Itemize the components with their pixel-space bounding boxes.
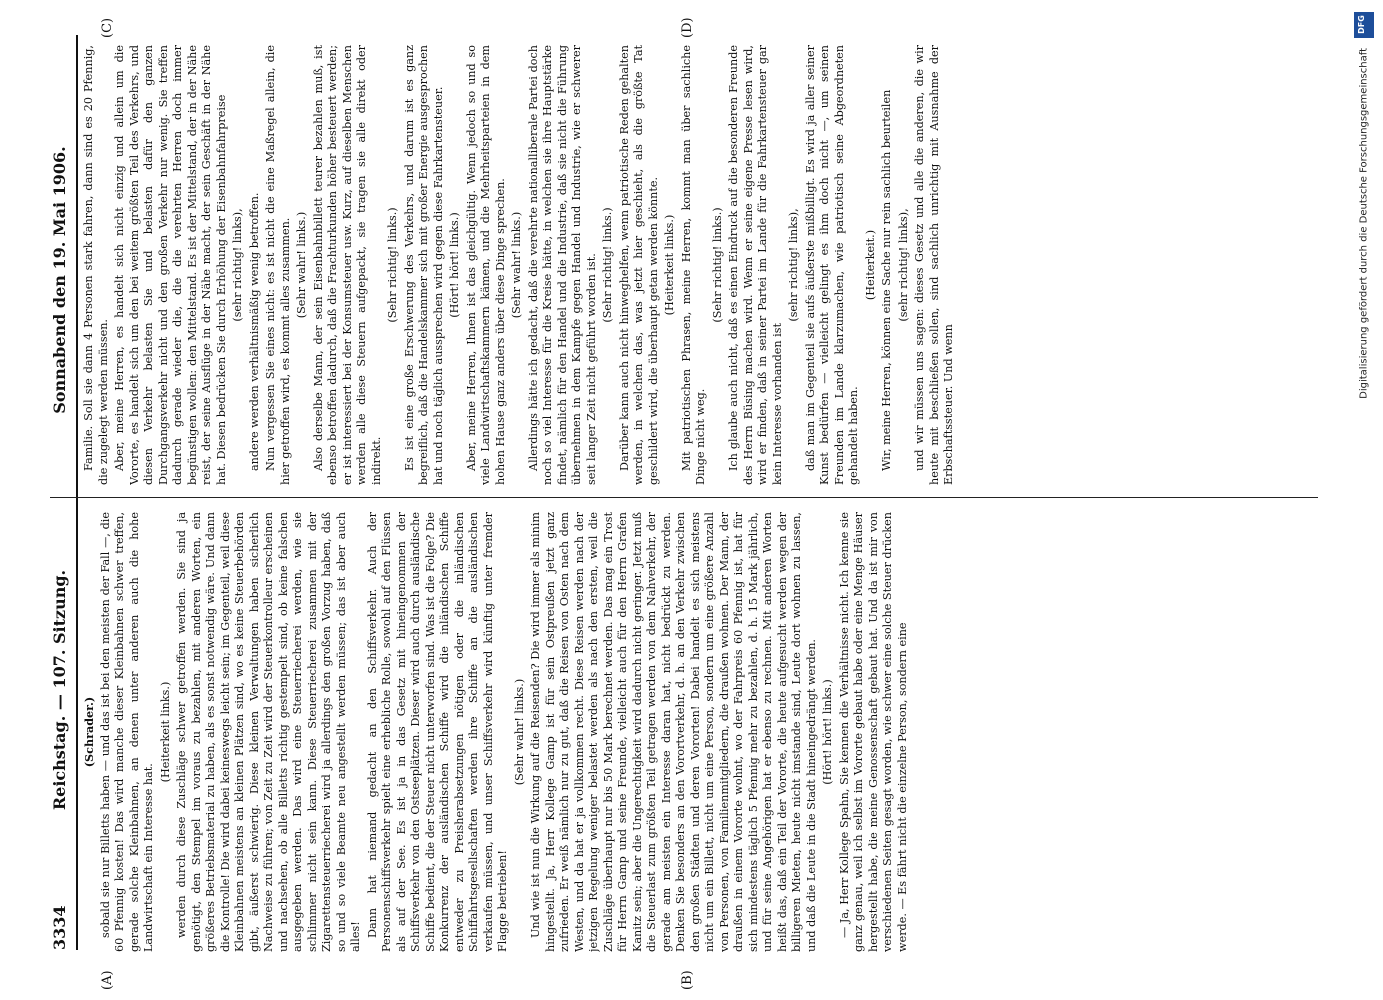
interjection: (Sehr richtig! links.) bbox=[710, 207, 724, 323]
margin-marker-d: (D) bbox=[680, 17, 695, 38]
speaker-name: (Schrader.) bbox=[82, 696, 96, 768]
page-number: 3334 bbox=[50, 905, 69, 950]
speech-paragraph: Nun vergessen Sie eines nicht: es ist nicht die eine Maßregel allein, die hier getroffen wird, es kommt alles zusammen. bbox=[264, 45, 292, 485]
speech-paragraph: Es ist eine große Erschwerung des Verkehrs, und darum ist es ganz begreiflich, daß die Handelskammer sich mit großer Energie ausgesprochen hat und noch täglich aussprechen wird gegen diese Fahrkartensteuer. bbox=[402, 45, 445, 485]
speech-paragraph: Und wie ist nun die Wirkung auf die Reisenden? Die wird immer als minim hingestellt. Ja, Herr Kollege Gamp ist für sein Ostpreußen jetzt ganz zufrieden. Er weiß nämlich nur zu gut, daß die Reisen von Osten nach dem Westen, und da hat er ja vollkommen recht. Diese Reisen werden nach der jetzigen Regelung weniger belastet werden als nach den ersten, weil die Zuschläge überhaupt nur bis 50 Mark berechnet werden. Das mag ein Trost für Herrn Gamp und seine Freunde, vielleicht auch für den Herrn Grafen Kanitz sein; aber die Ungerechtigkeit wird dadurch nicht geringer. Jetzt muß die Steuerlast zum größten Teil getragen werden von dem Nahverkehr, der gerade am meisten ein Interesse daran hat, nicht bedrückt zu werden. Denken Sie besonders an den Vorortverkehr, d. h. an den Verkehr zwischen den großen Städten und deren Vororten! Dabei handelt es sich meistens nicht um ein Billett, nicht um eine Person, sondern um eine größere Anzahl von Personen, von Familienmitgliedern, die draußen wohnen. Der Mann, der draußen in einem Vororte wohnt, wo der Fahrpreis 60 Pfennig ist, hat für sich mindestens täglich 5 Pfennig mehr zu bezahlen, d. h. 15 Mark jährlich, und für seine Angehörigen hat er ebenso zu rechnen. Mit anderen Worten heißt das, daß ein Teil der Vororte, die heute aufgesucht werden wegen der billigeren Mieten, heute nicht imstande sind, Leute dort wohnen zu lassen, und daß die Leute in die Stadt hineingedrängt werden. bbox=[529, 512, 818, 952]
speech-paragraph: sobald sie nur Billetts haben — und das ist bei den meisten der Fall —, die 60 Pfennig kosten! Das wird manche dieser Kleinbahnen schwer treffen, gerade solche Kleinbahnen, an denen unter anderen auch die hohe Landwirtschaft ein Interesse hat. bbox=[98, 512, 155, 952]
left-column bbox=[82, 512, 1322, 952]
margin-marker-c: (C) bbox=[100, 17, 115, 38]
interjection: (Sehr wahr! links.) bbox=[512, 678, 526, 786]
speech-paragraph: Also derselbe Mann, der sein Eisenbahnbillett teurer bezahlen muß, ist ebenso betroffen dadurch, daß die Frachturkunden höher besteuert werden; er ist interessiert bei der Konsumsteuer usw. Kurz, auf dieselben Menschen werden alle diese Steuern aufgepackt, sie tragen sie alle direkt oder indirekt. bbox=[311, 45, 383, 485]
credit-line: Digitalisierung gefördert durch die Deutsche Forschungsgemeinschaft bbox=[1358, 48, 1370, 399]
interjection: (Sehr richtig! links.) bbox=[386, 207, 399, 323]
speech-paragraph: Allerdings hätte ich gedacht, daß die verehrte nationalliberale Partei doch noch so viel Interesse für die Kreise hätte, in welchen sie ihre Hauptstärke findet, nämlich für den Handel und die Industrie, daß sie nicht die Führung übernehmen in dem Kampfe gegen Handel und Industrie, wie er schwerer seit langer Zeit nicht geführt worden ist. bbox=[526, 45, 598, 485]
speech-paragraph: — Ja, Herr Kollege Spahn, Sie kennen die Verhältnisse nicht. Ich kenne sie ganz genau, weil ich selbst im Vororte gebaut habe oder eine Menge Häuser hergestellt habe, die meine Genossenschaft gebaut hat. Und da ist mir von verschiedenen Seiten gesagt worden, wie schwer eine solche Steuer drücken werde. — Es fährt nicht die einzelne Person, sondern eine bbox=[837, 512, 909, 952]
interjection: (Heiterkeit.) bbox=[863, 229, 877, 301]
interjection: (Hört! hört! links.) bbox=[821, 679, 834, 785]
margin-marker-b: (B) bbox=[680, 970, 695, 990]
interjection: (Sehr wahr! links.) bbox=[295, 211, 308, 319]
speech-paragraph: daß man im Gegenteil sie aufs äußerste mißbilligt. Es wird ja aller seiner Kunst bedürfen — vielleicht gelingt es ihm doch nicht —, um seinen Freunden im Lande klarzumachen, wie patriotisch seine Abgeordneten gehandelt haben. bbox=[803, 45, 860, 485]
interjection: (Sehr richtig! links.) bbox=[601, 207, 614, 323]
speech-paragraph: Mit patriotischen Phrasen, meine Herren, kommt man über sachliche Dinge nicht weg. bbox=[679, 45, 707, 485]
interjection: (Heiterkeit links.) bbox=[663, 214, 676, 316]
margin-marker-a: (A) bbox=[100, 970, 115, 990]
speech-paragraph: Aber, meine Herren, es handelt sich nicht einzig und allein um die Vororte, es handelt sich um den bei weitem größten Teil des Verkehrs, und diesen Verkehr belasten Sie und belasten dafür den ganzen Durchgangsverkehr nicht und den großen Verkehr nur wenig. Sie treffen dadurch gerade wieder die, die die verehrten Herren doch immer begünstigen wollen: den Mittelstand. Es ist der Mittelstand, der in der Nähe reist, der seine Ausflüge in der Nähe macht, der sein Geschäft in der Nähe hat. Diesen bedrücken Sie durch Erhöhung der Eisenbahnfahrpreise bbox=[113, 45, 228, 485]
speech-paragraph: Wir, meine Herren, können eine Sache nur rein sachlich beurteilen bbox=[880, 89, 893, 471]
speech-paragraph: Familie. Soll sie dann 4 Personen stark fahren, dann sind es 20 Pfennig, die zugelegt werden müssen. bbox=[82, 45, 110, 485]
session-date: Sonnabend den 19. Mai 1906. bbox=[50, 146, 69, 414]
right-column bbox=[82, 45, 1322, 485]
page-header bbox=[46, 0, 74, 1000]
speech-paragraph: Darüber kann auch nicht hinweghelfen, wenn patriotische Reden gehalten werden, in welchen das, was jetzt hier geschieht, als die größte Tat geschildert wird, die überhaupt getan werden könnte. bbox=[617, 45, 660, 485]
header-rule bbox=[76, 35, 78, 950]
rotated-page-content bbox=[40, 0, 1330, 1000]
interjection: (sehr richtig! links), bbox=[231, 208, 244, 322]
digitization-footer bbox=[1350, 8, 1378, 998]
column-divider bbox=[50, 497, 1318, 498]
interjection: (Hört! hört! links.) bbox=[448, 212, 461, 318]
speech-paragraph: und wir müssen uns sagen: dieses Gesetz und alle die anderen, die wir heute mit beschließen sollen, sind sachlich unrichtig mit Ausnahme der Erbschaftssteuer. Und wenn bbox=[913, 45, 955, 485]
interjection: (sehr richtig! links), bbox=[896, 208, 910, 322]
speech-paragraph: andere werden verhältnismäßig wenig betroffen. bbox=[247, 192, 261, 471]
speech-paragraph: werden durch diese Zuschläge schwer getroffen werden. Sie sind ja genötigt, den Stempel im voraus zu bezahlen, mit anderen Worten, ein größeres Betriebsmaterial zu haben, als es sonst notwendig wäre. Und dann die Kontrolle! Die wird dabei keineswegs leicht sein; im Gegenteil, weil diese Kleinbahnen meistens an kleinen Plätzen sind, wo es keine Steuerbehörden gibt, äußerst schwierig. Diese kleinen Verwaltungen haben sicherlich Nachweise zu führen; von Zeit zu Zeit wird der Steuerkontrolleur erscheinen und nachsehen, ob alle Billetts richtig gestempelt sind, ob keine falschen ausgegeben werden. Das wird eine Steuerriecherei werden, wie sie schlimmer nicht sein kann. Diese Steuerriecherei zusammen mit der Zigarettensteuerriecherei wird ja allerdings den großen Vorzug haben, daß so und so viele Beamte neu angestellt werden müssen; das ist aber auch alles! bbox=[175, 512, 362, 952]
session-title: Reichstag. — 107. Sitzung. bbox=[50, 569, 69, 811]
speech-paragraph: Aber, meine Herren, Ihnen ist das gleichgültig. Wenn jedoch so und so viele Landwirtschaftskammern kämen, und die Mehrheitsparteien in dem hohen Hause ganz anders über diese Dinge sprechen. bbox=[464, 45, 507, 485]
interjection: (sehr richtig! links), bbox=[787, 208, 800, 322]
dfg-logo: DFG bbox=[1354, 12, 1374, 38]
interjection: (Heiterkeit links.) bbox=[158, 681, 172, 783]
interjection: (Sehr wahr! links.) bbox=[510, 211, 523, 319]
speech-paragraph: Ich glaube auch nicht, daß es einen Eindruck auf die besonderen Freunde des Herrn Büsing machen wird. Wenn er seine eigene Presse lesen wird, wird er finden, daß in seiner Partei im Lande für die Fahrkartensteuer gar kein Interesse vorhanden ist bbox=[727, 45, 784, 485]
speech-paragraph: Dann hat niemand gedacht an den Schiffsverkehr. Auch der Personenschiffsverkehr spielt eine erhebliche Rolle, sowohl auf den Flüssen als auf der See. Es ist ja in das Gesetz mit hineingenommen der Schiffsverkehr von den Ostseeplätzen. Dieser wird auch durch ausländische Schiffe bedient, die der Steuer nicht unterworfen sind. Was ist die Folge? Die Konkurrenz der ausländischen Schiffe wird die inländischen Schiffe entweder zu Preisherabsetzungen nötigen oder die inländischen Schiffahrtsgesellschaften werden ihre Schiffe an die ausländischen verkaufen müssen, und unser Schiffsverkehr wird künftig unter fremder Flagge betrieben! bbox=[365, 512, 509, 952]
